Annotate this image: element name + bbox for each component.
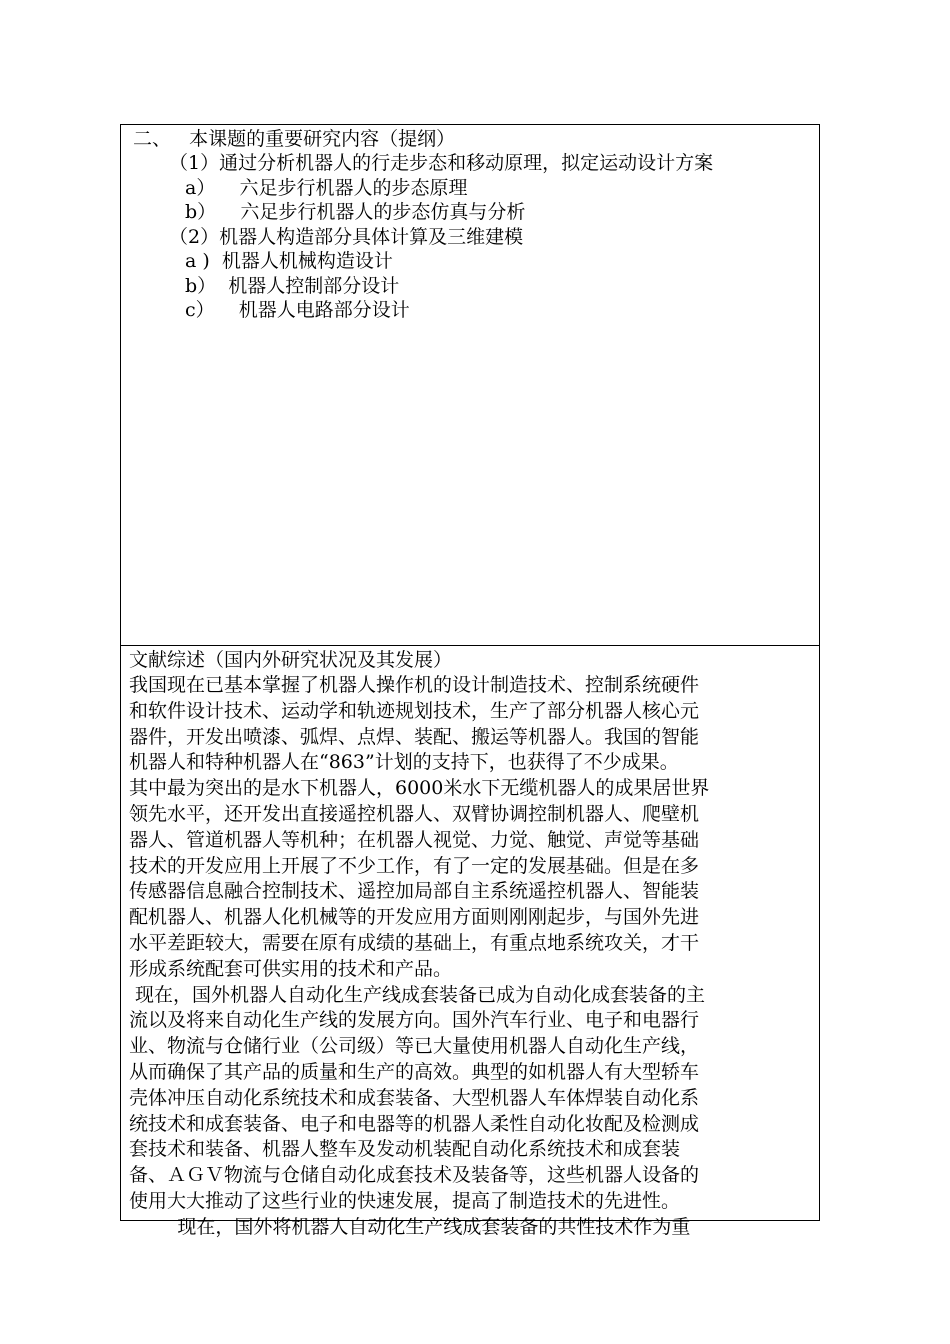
outline-item: （1）通过分析机器人的行走步态和移动原理，拟定运动设计方案 xyxy=(169,152,714,174)
outline-item: a ) 机器人机械构造设计 xyxy=(185,250,393,272)
literature-review-cell xyxy=(121,646,819,1238)
paragraph-line: 现在，国外机器人自动化生产线成套装备已成为自动化成套装备的主 xyxy=(129,983,706,1006)
paragraph-line: 我国现在已基本掌握了机器人操作机的设计制造技术、控制系统硬件 xyxy=(129,674,700,696)
paragraph-line: 使用大大推动了这些行业的快速发展，提高了制造技术的先进性。 xyxy=(129,1189,681,1212)
paragraph-line: 配机器人、机器人化机械等的开发应用方面则刚刚起步，与国外先进 xyxy=(129,906,700,929)
outline-item: （2）机器人构造部分具体计算及三维建模 xyxy=(169,225,524,248)
outline-item: a） 六足步行机器人的步态原理 xyxy=(185,176,468,199)
paragraph-line: 其中最为突出的是水下机器人，6000米水下无缆机器人的成果居世界 xyxy=(129,777,710,800)
paragraph-line: 备、ＡＧＶ物流与仓储自动化成套技术及装备等，这些机器人设备的 xyxy=(129,1164,700,1187)
paragraph-line: 传感器信息融合控制技术、遥控加局部自主系统遥控机器人、智能装 xyxy=(129,880,700,903)
paragraph-line: 器人、管道机器人等机种；在机器人视觉、力觉、触觉、声觉等基础 xyxy=(129,828,700,851)
research-content-cell xyxy=(121,125,819,646)
outline-item: b） 机器人控制部分设计 xyxy=(185,274,400,297)
paragraph-line: 流以及将来自动化生产线的发展方向。国外汽车行业、电子和电器行 xyxy=(129,1009,700,1032)
research-content-heading: 二、 本课题的重要研究内容（提纲） xyxy=(133,128,456,150)
literature-review-body xyxy=(129,673,811,1241)
form-table xyxy=(120,124,820,1238)
paragraph-line: 业、物流与仓储行业（公司级）等已大量使用机器人自动化生产线， xyxy=(129,1035,700,1058)
outline-item: b） 六足步行机器人的步态仿真与分析 xyxy=(185,201,526,223)
paragraph-line: 现在，国外将机器人自动化生产线成套装备的共性技术作为重 xyxy=(129,1215,691,1238)
paragraph-line: 套技术和装备、机器人整车及发动机装配自动化系统技术和成套装 xyxy=(129,1138,681,1161)
literature-review-heading: 文献综述（国内外研究状况及其发展） xyxy=(129,649,453,671)
paragraph-line: 机器人和特种机器人在“863”计划的支持下，也获得了不少成果。 xyxy=(129,751,679,774)
paragraph-line: 器件，开发出喷漆、弧焊、点焊、装配、搬运等机器人。我国的智能 xyxy=(129,725,700,748)
paragraph-line: 领先水平，还开发出直接遥控机器人、双臂协调控制机器人、爬壁机 xyxy=(129,802,700,825)
paragraph-line: 水平差距较大，需要在原有成绩的基础上，有重点地系统攻关，才干 xyxy=(129,931,700,954)
paragraph-line: 技术的开发应用上开展了不少工作，有了一定的发展基础。但是在多 xyxy=(129,854,700,877)
outline-item: c） 机器人电路部分设计 xyxy=(185,299,410,321)
paragraph-line: 和软件设计技术、运动学和轨迹规划技术，生产了部分机器人核心元 xyxy=(129,699,700,722)
paragraph-line: 从而确保了其产品的质量和生产的高效。典型的如机器人有大型轿车 xyxy=(129,1060,700,1083)
paragraph-line: 壳体冲压自动化系统技术和成套装备、大型机器人车体焊装自动化系 xyxy=(129,1086,700,1109)
paragraph-line: 统技术和成套装备、电子和电器等的机器人柔性自动化妆配及检测成 xyxy=(129,1112,700,1135)
paragraph-line: 形成系统配套可供实用的技术和产品。 xyxy=(129,957,453,980)
